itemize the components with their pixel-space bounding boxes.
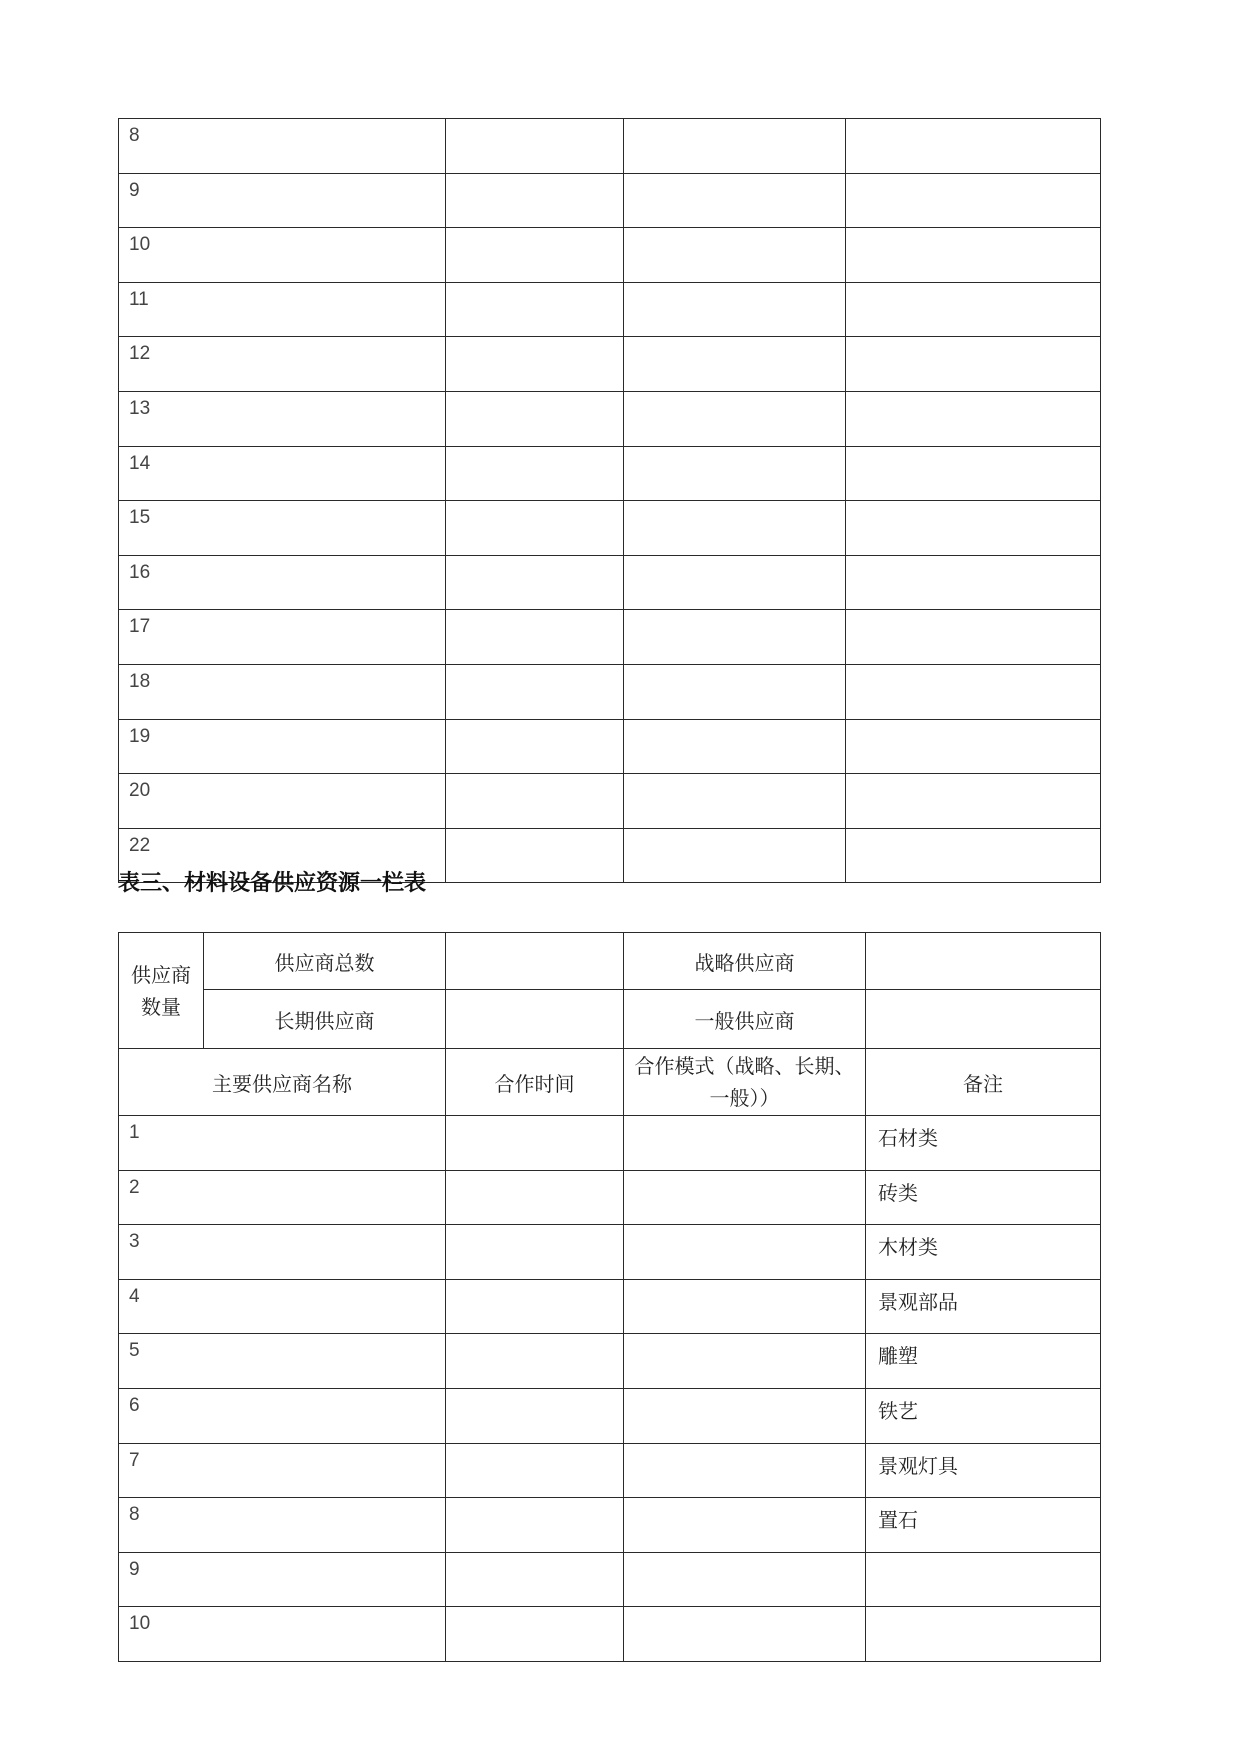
empty-cell	[624, 1388, 866, 1443]
empty-cell	[624, 1552, 866, 1607]
supplier-note: 木材类	[866, 1225, 1101, 1280]
empty-cell	[624, 501, 846, 556]
supplier-row	[119, 1498, 1101, 1553]
table-row	[119, 337, 1101, 392]
empty-cell	[446, 1225, 624, 1280]
empty-cell	[624, 1334, 866, 1389]
empty-cell	[624, 1116, 866, 1171]
empty-cell	[846, 774, 1101, 829]
table-row	[119, 664, 1101, 719]
empty-cell	[624, 1279, 866, 1334]
empty-cell	[624, 719, 846, 774]
header-supplier-name: 主要供应商名称	[119, 1049, 446, 1116]
table-row	[119, 446, 1101, 501]
supplier-row	[119, 1607, 1101, 1662]
empty-cell	[624, 228, 846, 283]
empty-cell	[446, 446, 624, 501]
table-row	[119, 391, 1101, 446]
strategic-supplier-label: 战略供应商	[624, 933, 866, 990]
empty-cell	[446, 1334, 624, 1389]
empty-cell	[446, 1443, 624, 1498]
strategic-supplier-value	[866, 933, 1101, 990]
supplier-note: 铁艺	[866, 1388, 1101, 1443]
supplier-row-number: 1	[119, 1116, 446, 1171]
supplier-row	[119, 1552, 1101, 1607]
empty-cell	[846, 228, 1101, 283]
row-number: 10	[119, 228, 446, 283]
supplier-count-row-2	[119, 990, 1101, 1049]
table-row	[119, 119, 1101, 174]
empty-cell	[446, 501, 624, 556]
empty-cell	[846, 173, 1101, 228]
empty-cell	[446, 1279, 624, 1334]
empty-cell	[624, 391, 846, 446]
table-three-title: 表三、材料设备供应资源一栏表	[118, 871, 427, 896]
supplier-note: 景观部品	[866, 1279, 1101, 1334]
empty-cell	[624, 1170, 866, 1225]
supplier-row-number: 3	[119, 1225, 446, 1280]
supplier-note: 砖类	[866, 1170, 1101, 1225]
table-two-body	[119, 119, 1101, 883]
empty-cell	[446, 774, 624, 829]
empty-cell	[446, 1607, 624, 1662]
header-cooperation-time: 合作时间	[446, 1049, 624, 1116]
supplier-row	[119, 1170, 1101, 1225]
supplier-row-number: 9	[119, 1552, 446, 1607]
empty-cell	[446, 555, 624, 610]
long-term-supplier-label: 长期供应商	[204, 990, 446, 1049]
empty-cell	[446, 391, 624, 446]
row-number: 14	[119, 446, 446, 501]
supplier-row	[119, 1388, 1101, 1443]
empty-cell	[446, 1388, 624, 1443]
table-row	[119, 501, 1101, 556]
total-suppliers-label: 供应商总数	[204, 933, 446, 990]
empty-cell	[846, 719, 1101, 774]
empty-cell	[446, 1552, 624, 1607]
supplier-row-number: 4	[119, 1279, 446, 1334]
empty-cell	[624, 282, 846, 337]
empty-cell	[846, 337, 1101, 392]
total-suppliers-value	[446, 933, 624, 990]
empty-cell	[446, 282, 624, 337]
empty-cell	[846, 501, 1101, 556]
supplier-row	[119, 1279, 1101, 1334]
empty-cell	[846, 282, 1101, 337]
empty-cell	[446, 337, 624, 392]
empty-cell	[446, 610, 624, 665]
empty-cell	[846, 446, 1101, 501]
row-number: 15	[119, 501, 446, 556]
empty-cell	[846, 391, 1101, 446]
table-two-continued	[118, 118, 1101, 883]
empty-cell	[446, 228, 624, 283]
table-row	[119, 173, 1101, 228]
row-number: 22	[119, 828, 446, 883]
general-supplier-label: 一般供应商	[624, 990, 866, 1049]
supplier-note	[866, 1607, 1101, 1662]
table-row	[119, 555, 1101, 610]
row-number: 19	[119, 719, 446, 774]
empty-cell	[446, 719, 624, 774]
empty-cell	[624, 774, 846, 829]
empty-cell	[446, 1116, 624, 1171]
supplier-row-number: 2	[119, 1170, 446, 1225]
empty-cell	[624, 1607, 866, 1662]
supplier-note: 雕塑	[866, 1334, 1101, 1389]
supplier-row-number: 5	[119, 1334, 446, 1389]
row-number: 9	[119, 173, 446, 228]
supplier-row	[119, 1334, 1101, 1389]
supplier-table-body	[119, 933, 1101, 1662]
empty-cell	[846, 610, 1101, 665]
supplier-row	[119, 1116, 1101, 1171]
table-row	[119, 774, 1101, 829]
empty-cell	[446, 664, 624, 719]
empty-cell	[446, 1170, 624, 1225]
empty-cell	[624, 173, 846, 228]
empty-cell	[624, 555, 846, 610]
empty-cell	[624, 337, 846, 392]
empty-cell	[446, 119, 624, 174]
row-number: 8	[119, 119, 446, 174]
supplier-count-row-1	[119, 933, 1101, 990]
table-row	[119, 228, 1101, 283]
row-number: 16	[119, 555, 446, 610]
supplier-row-number: 8	[119, 1498, 446, 1553]
row-number: 11	[119, 282, 446, 337]
empty-cell	[624, 664, 846, 719]
supplier-row-number: 7	[119, 1443, 446, 1498]
supplier-count-label: 供应商数量	[131, 962, 191, 1019]
supplier-row-number: 6	[119, 1388, 446, 1443]
supplier-note: 景观灯具	[866, 1443, 1101, 1498]
supplier-header-row	[119, 1049, 1101, 1116]
row-number: 12	[119, 337, 446, 392]
supplier-note	[866, 1552, 1101, 1607]
empty-cell	[624, 1225, 866, 1280]
empty-cell	[624, 1498, 866, 1553]
supplier-row-number: 10	[119, 1607, 446, 1662]
row-number: 17	[119, 610, 446, 665]
empty-cell	[846, 555, 1101, 610]
empty-cell	[446, 828, 624, 883]
row-number: 13	[119, 391, 446, 446]
supplier-count-label-cell	[119, 933, 204, 1049]
empty-cell	[624, 446, 846, 501]
empty-cell	[624, 610, 846, 665]
empty-cell	[624, 828, 846, 883]
empty-cell	[446, 173, 624, 228]
empty-cell	[624, 119, 846, 174]
supplier-row	[119, 1443, 1101, 1498]
general-supplier-value	[866, 990, 1101, 1049]
supplier-note: 石材类	[866, 1116, 1101, 1171]
empty-cell	[624, 1443, 866, 1498]
table-row	[119, 719, 1101, 774]
row-number: 18	[119, 664, 446, 719]
empty-cell	[846, 664, 1101, 719]
row-number: 20	[119, 774, 446, 829]
long-term-supplier-value	[446, 990, 624, 1049]
empty-cell	[446, 1498, 624, 1553]
table-row	[119, 610, 1101, 665]
supplier-row	[119, 1225, 1101, 1280]
supplier-resource-table	[118, 932, 1101, 1662]
table-row	[119, 282, 1101, 337]
empty-cell	[846, 828, 1101, 883]
empty-cell	[846, 119, 1101, 174]
supplier-note: 置石	[866, 1498, 1101, 1553]
header-cooperation-mode: 合作模式（战略、长期、一般））	[624, 1049, 866, 1116]
header-note: 备注	[866, 1049, 1101, 1116]
